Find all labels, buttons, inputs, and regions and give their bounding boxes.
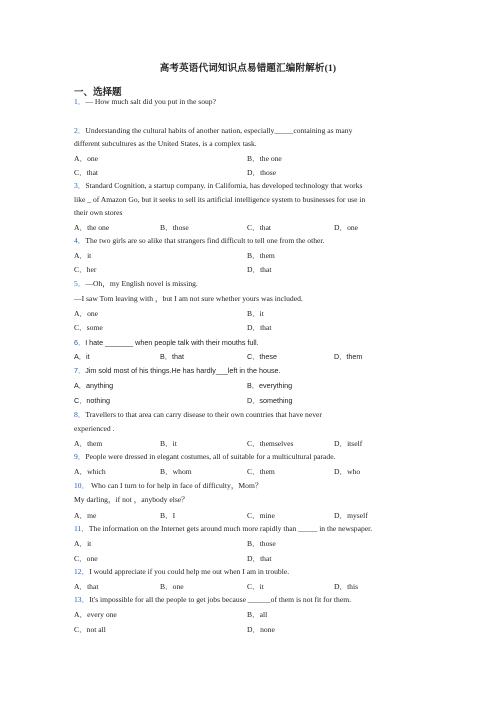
question-2 bbox=[74, 126, 352, 136]
question-number: 1． bbox=[74, 97, 86, 106]
option-b: B．it bbox=[160, 439, 177, 448]
option-c: C．not all bbox=[74, 625, 106, 634]
option-b: B．those bbox=[247, 539, 276, 548]
question-text: The information on the Internet gets around much more rapidly than _____ in the newspaper. bbox=[88, 524, 373, 533]
option-b: B．whom bbox=[160, 467, 192, 476]
option-a: A．it bbox=[74, 352, 90, 361]
question-text: I hate _______ when people talk with their mouths full. bbox=[85, 338, 259, 347]
option-d: D．that bbox=[247, 554, 272, 563]
question-text: It's impossible for all the people to get jobs because ______of them is not fit for them. bbox=[89, 595, 352, 604]
option-c: C．them bbox=[247, 467, 275, 476]
question-9 bbox=[74, 452, 335, 462]
option-d: D．that bbox=[247, 323, 272, 332]
question-number: 10． bbox=[74, 481, 90, 490]
option-d: D．something bbox=[247, 396, 293, 405]
option-a: A．the one bbox=[74, 223, 110, 232]
question-4 bbox=[74, 236, 324, 246]
question-number: 5． bbox=[74, 279, 86, 288]
page-title: 高考英语代词知识点易错题汇编附解析(1) bbox=[159, 64, 337, 74]
option-a: A．anything bbox=[74, 381, 114, 390]
option-c: C．some bbox=[74, 323, 103, 332]
option-d: D．none bbox=[247, 625, 275, 634]
option-d: D．them bbox=[334, 352, 363, 361]
option-d: D．those bbox=[247, 168, 277, 177]
option-b: B．all bbox=[247, 610, 268, 619]
option-c: C．themselves bbox=[247, 439, 294, 448]
option-c: C．these bbox=[247, 352, 277, 361]
question-text: — How much salt did you put in the soup? bbox=[85, 97, 216, 106]
question-6 bbox=[74, 338, 259, 348]
option-a: A．it bbox=[74, 251, 92, 260]
question-3 bbox=[74, 181, 362, 191]
option-c: C．that bbox=[247, 223, 272, 232]
question-8 bbox=[74, 410, 322, 420]
option-a: A．it bbox=[74, 539, 92, 548]
question-text: People were dressed in elegant costumes, all of suitable for a multicultural parade. bbox=[85, 452, 336, 461]
question-number: 12． bbox=[74, 567, 90, 576]
question-text-cont: —I saw Tom leaving with ，but I am not sure whether yours was included. bbox=[74, 294, 303, 303]
option-d: D．one bbox=[334, 223, 359, 232]
question-number: 8． bbox=[74, 410, 86, 419]
option-b: B．those bbox=[160, 223, 189, 232]
question-text-cont: My darling，if not ，anybody else？ bbox=[74, 495, 189, 504]
question-text-cont: like _ of Amazon Go, but it seeks to sell its artificial intelligence system to businesses for use in bbox=[74, 195, 366, 204]
question-number: 6． bbox=[74, 338, 86, 347]
question-12 bbox=[74, 567, 289, 577]
question-text-cont: different subcultures as the United States, is a complex task. bbox=[74, 139, 257, 148]
option-b: B．them bbox=[247, 251, 275, 260]
question-text-cont: experienced . bbox=[74, 424, 115, 433]
question-text: I would appreciate if you could help me out when I am in trouble. bbox=[89, 567, 290, 576]
option-b: B．that bbox=[160, 352, 184, 361]
option-c: C．her bbox=[74, 265, 97, 274]
option-b: B．I bbox=[160, 511, 176, 520]
option-a: A．one bbox=[74, 309, 99, 318]
option-b: B．the one bbox=[247, 154, 282, 163]
question-13 bbox=[74, 595, 351, 605]
option-d: D．that bbox=[247, 265, 272, 274]
question-number: 2． bbox=[74, 126, 86, 135]
option-b: B．everything bbox=[247, 381, 293, 390]
question-text: Travellers to that area can carry disease to their own countries that have never bbox=[85, 410, 322, 419]
question-5 bbox=[74, 279, 198, 289]
option-c: C．it bbox=[247, 582, 264, 591]
option-d: D．who bbox=[334, 467, 361, 476]
question-number: 13． bbox=[74, 595, 90, 604]
question-text: Standard Cognition, a startup company. in California, has developed technology that works bbox=[85, 181, 363, 190]
question-10 bbox=[74, 481, 262, 491]
option-a: A．them bbox=[74, 439, 103, 448]
question-text: Jim sold most of his things.He has hardly___left in the house. bbox=[85, 366, 281, 375]
option-c: C．one bbox=[74, 554, 98, 563]
option-a: A．that bbox=[74, 582, 99, 591]
question-7 bbox=[74, 366, 281, 376]
option-c: C．mine bbox=[247, 511, 275, 520]
question-text-cont: their own stores bbox=[74, 208, 123, 217]
option-b: B．it bbox=[247, 309, 264, 318]
option-a: A．me bbox=[74, 511, 97, 520]
question-number: 9． bbox=[74, 452, 86, 461]
question-number: 3． bbox=[74, 181, 86, 190]
option-d: D．itself bbox=[334, 439, 363, 448]
option-b: B．one bbox=[160, 582, 184, 591]
section-heading: 一、选择题 bbox=[74, 88, 122, 98]
question-1 bbox=[74, 97, 216, 107]
option-c: C．nothing bbox=[74, 396, 110, 405]
question-text: Understanding the cultural habits of another nation, especially_____containing as many bbox=[85, 126, 353, 135]
question-number: 4． bbox=[74, 236, 86, 245]
question-number: 11． bbox=[74, 524, 89, 533]
question-number: 7． bbox=[74, 366, 86, 375]
question-text: The two girls are so alike that strangers find difficult to tell one from the other. bbox=[85, 236, 325, 245]
option-a: A．every one bbox=[74, 610, 117, 619]
question-11 bbox=[74, 524, 372, 534]
option-a: A．one bbox=[74, 154, 99, 163]
question-text: —Oh，my English novel is missing. bbox=[85, 279, 198, 288]
option-d: D．this bbox=[334, 582, 359, 591]
option-c: C．that bbox=[74, 168, 99, 177]
option-a: A．which bbox=[74, 467, 106, 476]
option-d: D．myself bbox=[334, 511, 368, 520]
question-text: Who can I turn to for help in face of difficulty，Mom？ bbox=[89, 481, 263, 490]
